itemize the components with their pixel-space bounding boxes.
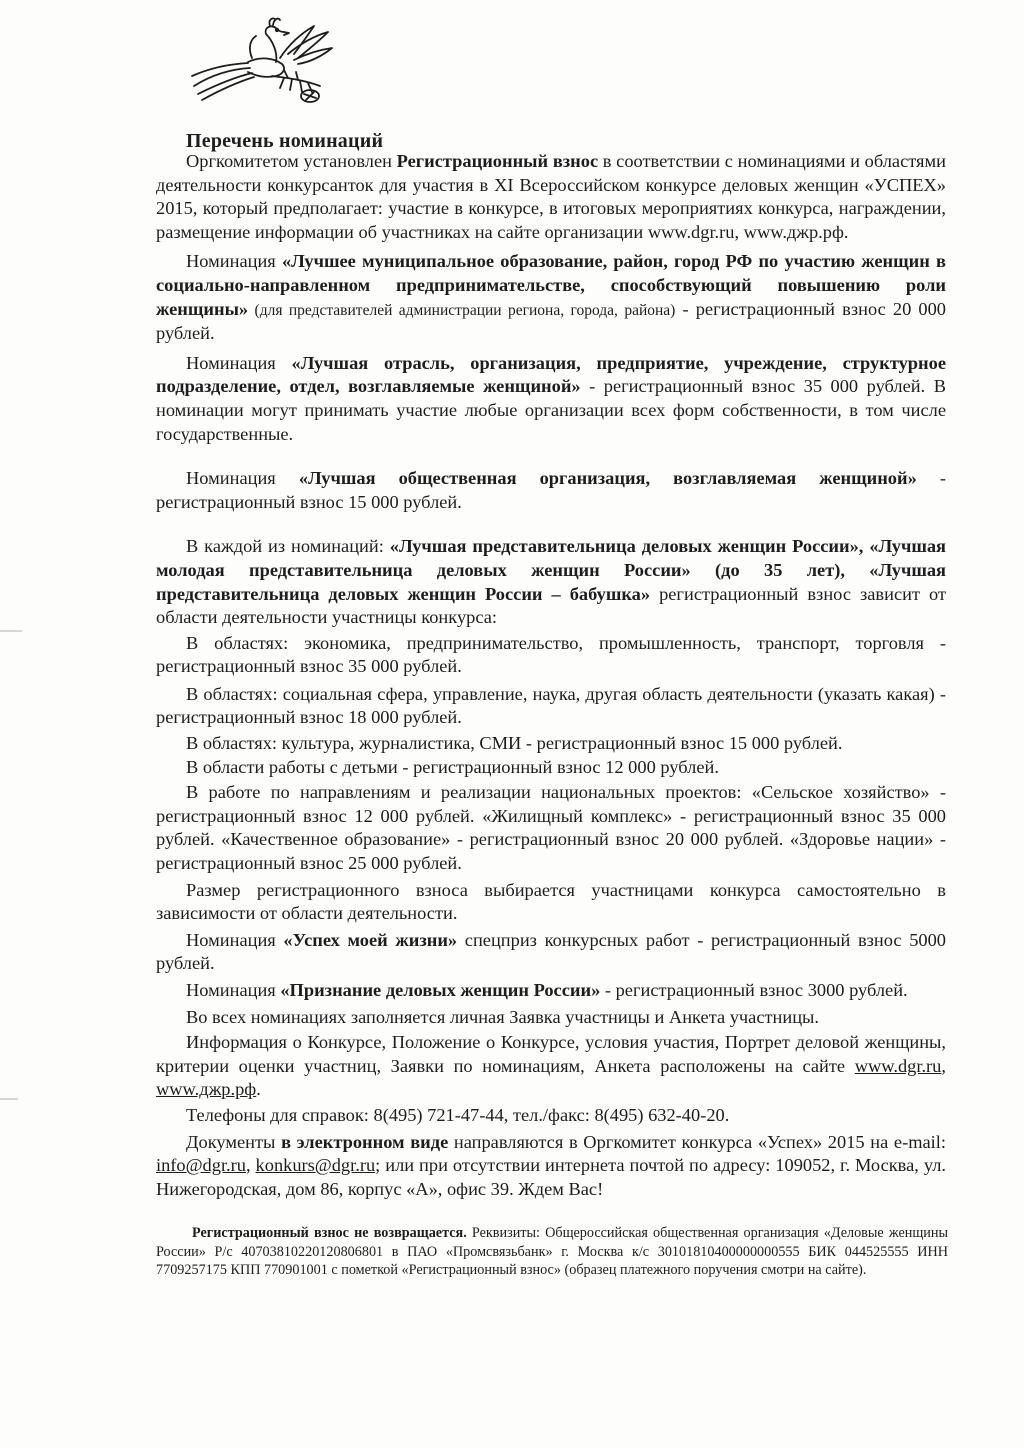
page-title: Перечень номинаций xyxy=(186,130,384,152)
paragraph-nomination-representative xyxy=(156,535,946,629)
footnote-requisites: Реквизиты: Общероссийская общественная организация «Деловые женщины России» Р/с 40703810220120806801 в ПАО «Промсвязьбанк» г. Москва к/с 30101810400000000555 БИК 044525555 ИНН 7709257175 КПП 770901001 с пометкой «Регистрационный взнос» (образец платежного поручения смотри на сайте). xyxy=(156,1225,949,1278)
nom2-text-2: - регистрационный взнос 35 000 рублей. В номинации могут принимать участие любые организации всех форм собственности, в том числе государственные. xyxy=(156,376,946,444)
intro-bold-fee: Регистрационный взнос xyxy=(396,151,599,171)
dove-with-pine-branch-icon xyxy=(188,14,338,106)
nom6-text-2: - регистрационный взнос 3000 рублей. xyxy=(600,980,908,1000)
docs-separator: , xyxy=(245,1155,256,1176)
scan-artifact xyxy=(0,1098,18,1100)
paragraph-phones: Телефоны для справок: 8(495) 721-47-44, тел./факс: 8(495) 632-40-20. xyxy=(186,1104,730,1125)
info-text: Информация о Конкурсе, Положение о Конкурсе, условия участия, Портрет деловой женщины, критерии оценки участниц, Заявки по номинациям, Анкета расположены на сайте xyxy=(156,1032,946,1076)
paragraph-nomination-success xyxy=(156,929,946,976)
paragraph-documents xyxy=(156,1131,946,1202)
paragraph-all-nominations: Во всех номинациях заполняется личная Заявка участницы и Анкета участницы. xyxy=(186,1006,820,1027)
site-link-djr[interactable]: www.джр.рф xyxy=(156,1079,257,1100)
scan-artifact xyxy=(0,630,22,632)
nom1-note: (для представителей администрации региона, города, района) xyxy=(248,301,676,319)
paragraph-info xyxy=(156,1031,946,1102)
nom4-text-1: В каждой из номинаций: xyxy=(186,536,390,557)
nom5-title: «Успех моей жизни» xyxy=(283,929,458,950)
paragraph-area-national-projects: В работе по направлениям и реализации национальных проектов: «Сельское хозяйство» - регистрационный взнос 12 000 рублей. «Жилищный комплекс» - регистрационный взнос 35 000 рублей. «Качественное образование» - регистрационный взнос 20 000 рублей. «Здоровье нации» - регистрационный взнос 25 000 рублей. xyxy=(156,782,946,874)
nom2-text-1: Номинация xyxy=(186,352,292,373)
info-end: . xyxy=(256,1079,261,1100)
paragraph-fee-choice: Размер регистрационного взноса выбирается участницами конкурса самостоятельно в зависимости от области деятельности. xyxy=(156,879,946,924)
document-body xyxy=(156,150,946,1201)
nom5-text-1: Номинация xyxy=(186,929,284,950)
footnote-paragraph xyxy=(156,1224,948,1280)
nom3-title: «Лучшая общественная организация, возглавляемая женщиной» xyxy=(298,468,917,489)
nom4-title: «Лучшая представительница деловых женщин России», «Лучшая молодая представительница деловых женщин России» (до 35 лет), «Лучшая представительница деловых женщин России – бабушка» xyxy=(156,536,946,604)
nom4-text-2: регистрационный взнос зависит от области деятельности участницы конкурса: xyxy=(156,583,946,628)
paragraph-nomination-recognition xyxy=(156,979,946,1003)
footnote-bold: Регистрационный взнос не возвращается. xyxy=(192,1225,467,1241)
nom5-text-2: спецприз конкурсных работ - регистрационный взнос 5000 рублей. xyxy=(156,929,946,974)
email-link-info[interactable]: info@dgr.ru xyxy=(156,1155,246,1176)
nom6-text-1: Номинация xyxy=(186,980,281,1000)
nom1-title: «Лучшее муниципальное образование, район, город РФ по участию женщин в социально-направленном предпринимательстве, способствующий повышению роли женщины» xyxy=(156,251,946,319)
paragraph-area-social: В областях: социальная сфера, управление, наука, другая область деятельности (указать какая) - регистрационный взнос 18 000 рублей. xyxy=(156,683,946,728)
docs-text-2: направляются в Оргкомитет конкурса «Успех» 2015 на e-mail: xyxy=(448,1131,946,1152)
paragraph-area-children: В области работы с детьми - регистрационный взнос 12 000 рублей. xyxy=(186,756,719,777)
paragraph-intro xyxy=(156,150,946,244)
paragraph-nomination-municipal xyxy=(156,250,946,345)
nom1-text-2: - регистрационный взнос 20 000 рублей. xyxy=(156,298,947,344)
nom6-title: «Признание деловых женщин России» xyxy=(280,980,601,1000)
paragraph-nomination-organization xyxy=(156,352,946,446)
paragraph-nomination-public-org xyxy=(156,467,946,514)
footnote xyxy=(156,1224,948,1280)
paragraph-area-economy: В областях: экономика, предпринимательство, промышленность, транспорт, торговля - регистрационный взнос 35 000 рублей. xyxy=(156,632,946,677)
docs-text-1: Документы xyxy=(186,1131,282,1152)
site-link-dgr[interactable]: www.dgr.ru xyxy=(854,1055,942,1076)
docs-bold: в электронном виде xyxy=(281,1131,449,1152)
email-link-konkurs[interactable]: konkurs@dgr.ru xyxy=(255,1155,376,1176)
docs-text-3: ; или при отсутствии интернета почтой по адресу: 109052, г. Москва, ул. Нижегородская, дом 86, корпус «А», офис 39. Ждем Вас! xyxy=(156,1155,946,1199)
info-separator: , xyxy=(941,1055,946,1076)
nom3-text-1: Номинация xyxy=(186,468,299,489)
paragraph-area-culture: В областях: культура, журналистика, СМИ - регистрационный взнос 15 000 рублей. xyxy=(186,733,843,754)
nom1-text-1: Номинация xyxy=(186,251,282,272)
nom2-title: «Лучшая отрасль, организация, предприятие, учреждение, структурное подразделение, отдел, возглавляемые женщиной» xyxy=(156,352,946,397)
intro-text-1: Оргкомитетом установлен xyxy=(186,151,397,171)
nom3-text-2: - регистрационный взнос 15 000 рублей. xyxy=(156,468,946,512)
intro-text-2: в соответствии с номинациями и областями деятельности конкурсанток для участия в XI Всероссийском конкурсе деловых женщин «УСПЕХ» 2015, который предполагает: участие в конкурсе, в итоговых мероприятиях конкурса, награждении, размещение информации об участниках на сайте организации www.dgr.ru, www.джр.рф. xyxy=(156,151,946,242)
